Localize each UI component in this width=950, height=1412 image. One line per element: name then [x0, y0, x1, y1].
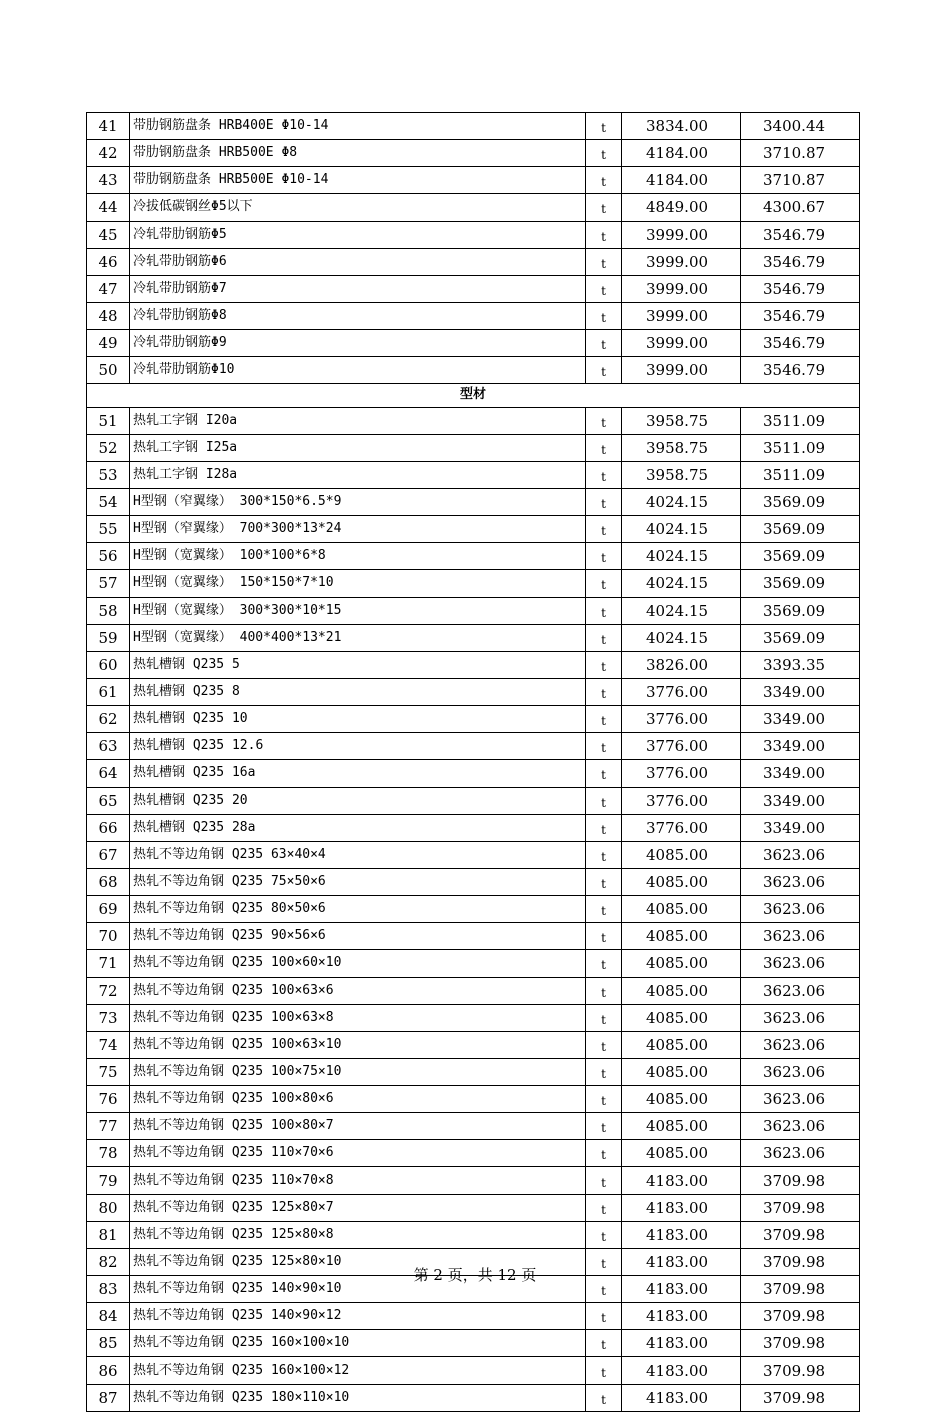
- price-without-tax: 3709.98: [741, 1221, 860, 1248]
- row-number: 83: [87, 1276, 130, 1303]
- material-name: 热轧工字钢 I20a: [130, 407, 586, 434]
- material-name: 热轧槽钢 Q235 16a: [130, 760, 586, 787]
- table-row: [87, 923, 860, 950]
- unit: t: [586, 357, 622, 384]
- unit: t: [586, 1357, 622, 1384]
- unit: t: [586, 167, 622, 194]
- unit: t: [586, 140, 622, 167]
- price-with-tax: 4183.00: [622, 1276, 741, 1303]
- row-number: 45: [87, 221, 130, 248]
- table-row: [87, 651, 860, 678]
- unit: t: [586, 923, 622, 950]
- row-number: 54: [87, 488, 130, 515]
- price-without-tax: 3511.09: [741, 434, 860, 461]
- section-header-group: [87, 384, 860, 407]
- material-name: 热轧不等边角钢 Q235 180×110×10: [130, 1384, 586, 1411]
- material-name: 热轧槽钢 Q235 8: [130, 678, 586, 705]
- unit: t: [586, 1140, 622, 1167]
- price-without-tax: 3623.06: [741, 1140, 860, 1167]
- unit: t: [586, 1058, 622, 1085]
- price-with-tax: 3999.00: [622, 302, 741, 329]
- material-name: 热轧不等边角钢 Q235 90×56×6: [130, 923, 586, 950]
- row-number: 47: [87, 275, 130, 302]
- row-number: 78: [87, 1140, 130, 1167]
- price-with-tax: 4085.00: [622, 1004, 741, 1031]
- material-name: 热轧不等边角钢 Q235 100×80×6: [130, 1086, 586, 1113]
- material-name: 冷轧带肋钢筋Φ6: [130, 248, 586, 275]
- row-number: 65: [87, 787, 130, 814]
- table-row: [87, 248, 860, 275]
- unit: t: [586, 221, 622, 248]
- page-footer: 第 2 页，共 12 页: [413, 1266, 537, 1284]
- price-with-tax: 4024.15: [622, 488, 741, 515]
- row-number: 66: [87, 814, 130, 841]
- unit: t: [586, 1031, 622, 1058]
- price-with-tax: 4184.00: [622, 167, 741, 194]
- price-with-tax: 3999.00: [622, 221, 741, 248]
- table-row: [87, 434, 860, 461]
- unit: t: [586, 330, 622, 357]
- price-with-tax: 4085.00: [622, 841, 741, 868]
- price-with-tax: 3999.00: [622, 248, 741, 275]
- price-without-tax: 3709.98: [741, 1357, 860, 1384]
- table-row: [87, 1140, 860, 1167]
- price-table: [86, 112, 860, 1412]
- unit: t: [586, 624, 622, 651]
- material-name: 热轧不等边角钢 Q235 75×50×6: [130, 868, 586, 895]
- price-with-tax: 4183.00: [622, 1330, 741, 1357]
- price-with-tax: 3776.00: [622, 706, 741, 733]
- row-number: 58: [87, 597, 130, 624]
- material-name: 热轧不等边角钢 Q235 110×70×6: [130, 1140, 586, 1167]
- material-name: H型钢（窄翼缘） 300*150*6.5*9: [130, 488, 586, 515]
- price-with-tax: 3776.00: [622, 787, 741, 814]
- price-without-tax: 3349.00: [741, 760, 860, 787]
- unit: t: [586, 113, 622, 140]
- price-without-tax: 3623.06: [741, 841, 860, 868]
- price-with-tax: 4183.00: [622, 1248, 741, 1275]
- price-with-tax: 4183.00: [622, 1221, 741, 1248]
- price-without-tax: 3349.00: [741, 678, 860, 705]
- price-with-tax: 3999.00: [622, 330, 741, 357]
- price-without-tax: 3623.06: [741, 923, 860, 950]
- price-with-tax: 4024.15: [622, 543, 741, 570]
- price-with-tax: 3999.00: [622, 275, 741, 302]
- material-name: 热轧槽钢 Q235 28a: [130, 814, 586, 841]
- material-name: 热轧槽钢 Q235 5: [130, 651, 586, 678]
- table-row: [87, 1384, 860, 1411]
- table-row: [87, 570, 860, 597]
- price-with-tax: 4085.00: [622, 923, 741, 950]
- material-name: 热轧不等边角钢 Q235 110×70×8: [130, 1167, 586, 1194]
- table-row: [87, 302, 860, 329]
- material-name: 冷轧带肋钢筋Φ10: [130, 357, 586, 384]
- price-without-tax: 3623.06: [741, 950, 860, 977]
- price-without-tax: 3349.00: [741, 814, 860, 841]
- table-row: [87, 733, 860, 760]
- price-without-tax: 3511.09: [741, 407, 860, 434]
- row-number: 79: [87, 1167, 130, 1194]
- unit: t: [586, 1086, 622, 1113]
- price-with-tax: 4183.00: [622, 1194, 741, 1221]
- material-name: 热轧不等边角钢 Q235 63×40×4: [130, 841, 586, 868]
- table-row: [87, 760, 860, 787]
- unit: t: [586, 651, 622, 678]
- material-name: 冷轧带肋钢筋Φ8: [130, 302, 586, 329]
- material-name: 冷拔低碳钢丝Φ5以下: [130, 194, 586, 221]
- material-name: 带肋钢筋盘条 HRB400E Φ10-14: [130, 113, 586, 140]
- price-with-tax: 4085.00: [622, 950, 741, 977]
- row-number: 69: [87, 896, 130, 923]
- table-row: [87, 1167, 860, 1194]
- unit: t: [586, 733, 622, 760]
- price-with-tax: 4085.00: [622, 1140, 741, 1167]
- table-row: [87, 167, 860, 194]
- material-name: H型钢（宽翼缘） 150*150*7*10: [130, 570, 586, 597]
- table-row: [87, 1004, 860, 1031]
- table-row: [87, 1330, 860, 1357]
- table-row: [87, 678, 860, 705]
- table-row: [87, 194, 860, 221]
- material-name: H型钢（宽翼缘） 400*400*13*21: [130, 624, 586, 651]
- table-row: [87, 787, 860, 814]
- price-with-tax: 3776.00: [622, 678, 741, 705]
- row-number: 71: [87, 950, 130, 977]
- table-row: [87, 516, 860, 543]
- row-number: 72: [87, 977, 130, 1004]
- material-name: 热轧不等边角钢 Q235 80×50×6: [130, 896, 586, 923]
- row-number: 44: [87, 194, 130, 221]
- price-without-tax: 3709.98: [741, 1303, 860, 1330]
- price-without-tax: 3546.79: [741, 275, 860, 302]
- material-name: 热轧不等边角钢 Q235 160×100×12: [130, 1357, 586, 1384]
- table-row: [87, 275, 860, 302]
- unit: t: [586, 275, 622, 302]
- row-number: 82: [87, 1248, 130, 1275]
- price-with-tax: 4085.00: [622, 1031, 741, 1058]
- price-with-tax: 4024.15: [622, 570, 741, 597]
- price-with-tax: 4184.00: [622, 140, 741, 167]
- table-row: [87, 1194, 860, 1221]
- material-name: 带肋钢筋盘条 HRB500E Φ8: [130, 140, 586, 167]
- unit: t: [586, 950, 622, 977]
- table-row: [87, 1303, 860, 1330]
- price-with-tax: 4085.00: [622, 1058, 741, 1085]
- table-row: [87, 1086, 860, 1113]
- table-row: [87, 1221, 860, 1248]
- unit: t: [586, 1004, 622, 1031]
- row-number: 68: [87, 868, 130, 895]
- material-name: 热轧不等边角钢 Q235 125×80×8: [130, 1221, 586, 1248]
- price-without-tax: 3569.09: [741, 597, 860, 624]
- unit: t: [586, 977, 622, 1004]
- table-row: [87, 407, 860, 434]
- unit: t: [586, 706, 622, 733]
- price-without-tax: 3546.79: [741, 302, 860, 329]
- price-without-tax: 3623.06: [741, 1113, 860, 1140]
- material-name: 冷轧带肋钢筋Φ5: [130, 221, 586, 248]
- material-name: 热轧不等边角钢 Q235 100×75×10: [130, 1058, 586, 1085]
- price-with-tax: 3826.00: [622, 651, 741, 678]
- price-without-tax: 3709.98: [741, 1248, 860, 1275]
- price-without-tax: 3709.98: [741, 1330, 860, 1357]
- price-without-tax: 3569.09: [741, 570, 860, 597]
- row-number: 53: [87, 461, 130, 488]
- material-name: 热轧工字钢 I28a: [130, 461, 586, 488]
- table-row: [87, 1357, 860, 1384]
- row-number: 55: [87, 516, 130, 543]
- price-without-tax: 3393.35: [741, 651, 860, 678]
- row-number: 57: [87, 570, 130, 597]
- material-name: 热轧槽钢 Q235 12.6: [130, 733, 586, 760]
- unit: t: [586, 868, 622, 895]
- price-with-tax: 3776.00: [622, 760, 741, 787]
- price-with-tax: 3834.00: [622, 113, 741, 140]
- table-row: [87, 221, 860, 248]
- row-number: 59: [87, 624, 130, 651]
- material-name: 热轧不等边角钢 Q235 160×100×10: [130, 1330, 586, 1357]
- unit: t: [586, 434, 622, 461]
- row-number: 48: [87, 302, 130, 329]
- price-with-tax: 4849.00: [622, 194, 741, 221]
- row-number: 74: [87, 1031, 130, 1058]
- unit: t: [586, 760, 622, 787]
- material-name: H型钢（宽翼缘） 100*100*6*8: [130, 543, 586, 570]
- unit: t: [586, 543, 622, 570]
- price-with-tax: 4024.15: [622, 624, 741, 651]
- table-row: [87, 1031, 860, 1058]
- material-name: 冷轧带肋钢筋Φ9: [130, 330, 586, 357]
- price-without-tax: 3710.87: [741, 140, 860, 167]
- table-row: [87, 896, 860, 923]
- material-name: 热轧不等边角钢 Q235 100×63×8: [130, 1004, 586, 1031]
- row-number: 51: [87, 407, 130, 434]
- price-with-tax: 4024.15: [622, 516, 741, 543]
- price-without-tax: 3569.09: [741, 543, 860, 570]
- price-with-tax: 4085.00: [622, 1086, 741, 1113]
- unit: t: [586, 461, 622, 488]
- row-number: 76: [87, 1086, 130, 1113]
- material-name: 热轧不等边角钢 Q235 100×63×6: [130, 977, 586, 1004]
- row-number: 67: [87, 841, 130, 868]
- table-row: [87, 461, 860, 488]
- material-name: 热轧不等边角钢 Q235 140×90×12: [130, 1303, 586, 1330]
- material-name: H型钢（窄翼缘） 700*300*13*24: [130, 516, 586, 543]
- unit: t: [586, 1167, 622, 1194]
- row-number: 41: [87, 113, 130, 140]
- price-without-tax: 3349.00: [741, 706, 860, 733]
- price-without-tax: 3546.79: [741, 248, 860, 275]
- unit: t: [586, 896, 622, 923]
- table-row: [87, 1113, 860, 1140]
- section-row: [87, 384, 860, 407]
- price-with-tax: 4085.00: [622, 896, 741, 923]
- row-number: 80: [87, 1194, 130, 1221]
- row-number: 56: [87, 543, 130, 570]
- price-without-tax: 3569.09: [741, 488, 860, 515]
- material-name: H型钢（宽翼缘） 300*300*10*15: [130, 597, 586, 624]
- price-without-tax: 4300.67: [741, 194, 860, 221]
- unit: t: [586, 1303, 622, 1330]
- unit: t: [586, 787, 622, 814]
- table-body-profiles: [87, 407, 860, 1411]
- row-number: 86: [87, 1357, 130, 1384]
- price-without-tax: 3710.87: [741, 167, 860, 194]
- row-number: 85: [87, 1330, 130, 1357]
- row-number: 64: [87, 760, 130, 787]
- row-number: 77: [87, 1113, 130, 1140]
- price-without-tax: 3709.98: [741, 1167, 860, 1194]
- price-without-tax: 3623.06: [741, 977, 860, 1004]
- unit: t: [586, 1276, 622, 1303]
- price-with-tax: 3958.75: [622, 434, 741, 461]
- price-without-tax: 3623.06: [741, 1004, 860, 1031]
- table-row: [87, 868, 860, 895]
- row-number: 62: [87, 706, 130, 733]
- price-with-tax: 3776.00: [622, 733, 741, 760]
- row-number: 50: [87, 357, 130, 384]
- material-name: 热轧工字钢 I25a: [130, 434, 586, 461]
- price-without-tax: 3623.06: [741, 1031, 860, 1058]
- row-number: 42: [87, 140, 130, 167]
- table-row: [87, 357, 860, 384]
- price-without-tax: 3569.09: [741, 624, 860, 651]
- price-with-tax: 4183.00: [622, 1303, 741, 1330]
- row-number: 46: [87, 248, 130, 275]
- price-without-tax: 3400.44: [741, 113, 860, 140]
- price-without-tax: 3623.06: [741, 896, 860, 923]
- row-number: 87: [87, 1384, 130, 1411]
- price-without-tax: 3546.79: [741, 330, 860, 357]
- unit: t: [586, 516, 622, 543]
- price-with-tax: 4085.00: [622, 1113, 741, 1140]
- unit: t: [586, 1221, 622, 1248]
- row-number: 63: [87, 733, 130, 760]
- table-row: [87, 950, 860, 977]
- unit: t: [586, 1384, 622, 1411]
- price-without-tax: 3623.06: [741, 1086, 860, 1113]
- table-row: [87, 624, 860, 651]
- table-row: [87, 977, 860, 1004]
- price-with-tax: 4024.15: [622, 597, 741, 624]
- row-number: 49: [87, 330, 130, 357]
- price-with-tax: 4183.00: [622, 1384, 741, 1411]
- unit: t: [586, 194, 622, 221]
- unit: t: [586, 1330, 622, 1357]
- material-name: 热轧槽钢 Q235 20: [130, 787, 586, 814]
- price-with-tax: 3958.75: [622, 407, 741, 434]
- table-body-rebar: [87, 113, 860, 384]
- material-name: 热轧不等边角钢 Q235 100×80×7: [130, 1113, 586, 1140]
- table-row: [87, 140, 860, 167]
- row-number: 52: [87, 434, 130, 461]
- row-number: 60: [87, 651, 130, 678]
- price-with-tax: 4183.00: [622, 1357, 741, 1384]
- table-row: [87, 543, 860, 570]
- price-with-tax: 4183.00: [622, 1167, 741, 1194]
- table-row: [87, 706, 860, 733]
- table-row: [87, 597, 860, 624]
- price-without-tax: 3546.79: [741, 221, 860, 248]
- material-name: 热轧不等边角钢 Q235 100×60×10: [130, 950, 586, 977]
- price-with-tax: 4085.00: [622, 868, 741, 895]
- material-name: 冷轧带肋钢筋Φ7: [130, 275, 586, 302]
- unit: t: [586, 1194, 622, 1221]
- material-name: 热轧不等边角钢 Q235 125×80×7: [130, 1194, 586, 1221]
- price-without-tax: 3623.06: [741, 1058, 860, 1085]
- price-without-tax: 3709.98: [741, 1384, 860, 1411]
- row-number: 75: [87, 1058, 130, 1085]
- unit: t: [586, 570, 622, 597]
- unit: t: [586, 302, 622, 329]
- unit: t: [586, 488, 622, 515]
- table-row: [87, 113, 860, 140]
- price-without-tax: 3349.00: [741, 787, 860, 814]
- unit: t: [586, 1113, 622, 1140]
- material-name: 热轧槽钢 Q235 10: [130, 706, 586, 733]
- price-without-tax: 3623.06: [741, 868, 860, 895]
- price-without-tax: 3349.00: [741, 733, 860, 760]
- material-name: 热轧不等边角钢 Q235 140×90×10: [130, 1276, 586, 1303]
- row-number: 81: [87, 1221, 130, 1248]
- row-number: 61: [87, 678, 130, 705]
- unit: t: [586, 814, 622, 841]
- price-with-tax: 3776.00: [622, 814, 741, 841]
- table-row: [87, 330, 860, 357]
- row-number: 84: [87, 1303, 130, 1330]
- table-row: [87, 488, 860, 515]
- price-with-tax: 3958.75: [622, 461, 741, 488]
- price-without-tax: 3546.79: [741, 357, 860, 384]
- price-with-tax: 4085.00: [622, 977, 741, 1004]
- price-without-tax: 3569.09: [741, 516, 860, 543]
- unit: t: [586, 407, 622, 434]
- unit: t: [586, 841, 622, 868]
- price-without-tax: 3511.09: [741, 461, 860, 488]
- unit: t: [586, 597, 622, 624]
- unit: t: [586, 248, 622, 275]
- material-name: 带肋钢筋盘条 HRB500E Φ10-14: [130, 167, 586, 194]
- row-number: 70: [87, 923, 130, 950]
- table-row: [87, 841, 860, 868]
- material-name: 热轧不等边角钢 Q235 100×63×10: [130, 1031, 586, 1058]
- unit: t: [586, 678, 622, 705]
- table-row: [87, 814, 860, 841]
- table-row: [87, 1058, 860, 1085]
- row-number: 43: [87, 167, 130, 194]
- price-without-tax: 3709.98: [741, 1194, 860, 1221]
- material-name: 热轧不等边角钢 Q235 125×80×10: [130, 1248, 586, 1275]
- price-with-tax: 3999.00: [622, 357, 741, 384]
- row-number: 73: [87, 1004, 130, 1031]
- price-without-tax: 3709.98: [741, 1276, 860, 1303]
- section-title: 型材: [87, 384, 860, 407]
- unit: t: [586, 1248, 622, 1275]
